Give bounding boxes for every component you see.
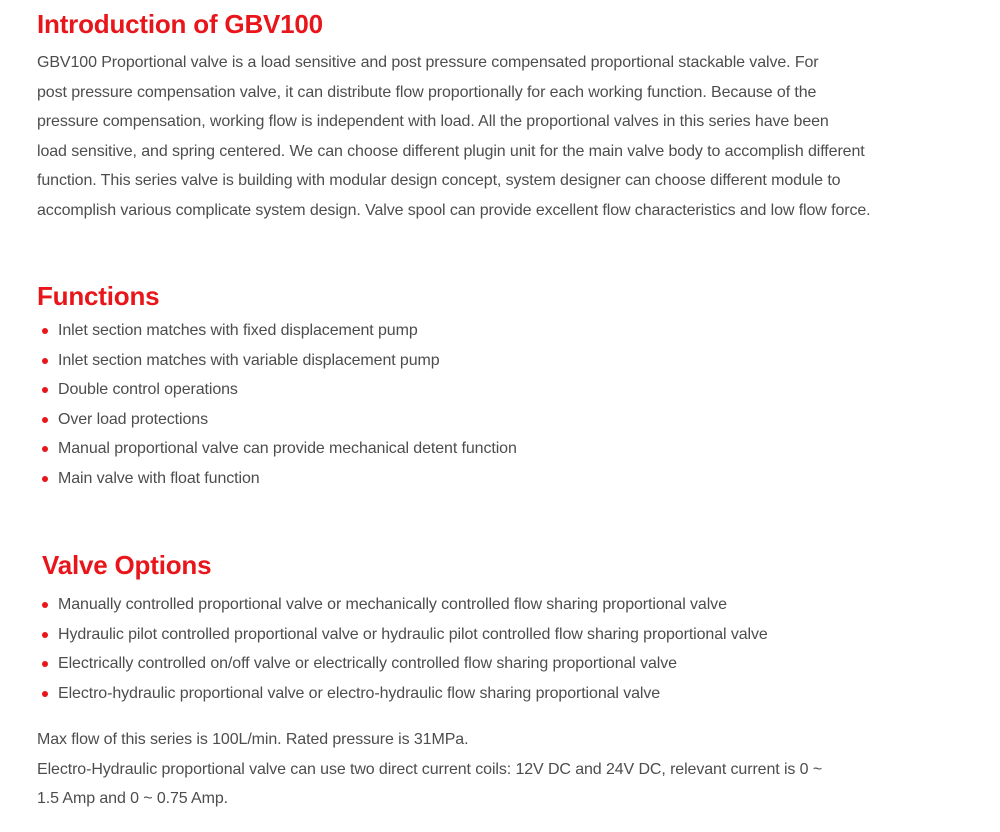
bullet-icon	[42, 358, 48, 364]
bullet-icon	[42, 691, 48, 697]
notes-line: Max flow of this series is 100L/min. Rated pressure is 31MPa.	[37, 731, 469, 748]
bullet-icon	[42, 417, 48, 423]
list-item: Electrically controlled on/off valve or electrically controlled flow sharing proportional valve	[38, 649, 768, 679]
notes-paragraph	[37, 725, 977, 814]
list-item: Inlet section matches with fixed displacement pump	[38, 316, 517, 346]
notes-line: Electro-Hydraulic proportional valve can use two direct current coils: 12V DC and 24V DC, relevant current is 0 ~	[37, 760, 823, 778]
bullet-icon	[42, 632, 48, 638]
functions-title: Functions	[37, 281, 160, 311]
intro-line: post pressure compensation valve, it can distribute flow proportionally for each working function. Because of the	[37, 83, 817, 101]
bullet-icon	[42, 602, 48, 608]
intro-line: pressure compensation, working flow is independent with load. All the proportional valves in this series have been	[37, 113, 829, 130]
intro-line: GBV100 Proportional valve is a load sensitive and post pressure compensated proportional stackable valve. For	[37, 54, 819, 71]
valve-options-title: Valve Options	[42, 550, 212, 580]
list-item: Inlet section matches with variable displacement pump	[38, 346, 517, 376]
list-item: Double control operations	[38, 375, 517, 405]
intro-line: accomplish various complicate system design. Valve spool can provide excellent flow characteristics and low flow force.	[37, 201, 871, 219]
list-item: Over load protections	[38, 405, 517, 435]
functions-list	[38, 316, 517, 493]
intro-line: function. This series valve is building with modular design concept, system designer can choose different module to	[37, 172, 841, 189]
list-item: Electro-hydraulic proportional valve or electro-hydraulic flow sharing proportional valve	[38, 679, 768, 709]
bullet-icon	[42, 328, 48, 334]
list-item: Manually controlled proportional valve or mechanically controlled flow sharing proportional valve	[38, 590, 768, 620]
valve-options-list	[38, 590, 768, 708]
list-item: Main valve with float function	[38, 464, 517, 494]
intro-paragraph	[37, 48, 977, 225]
list-item: Hydraulic pilot controlled proportional valve or hydraulic pilot controlled flow sharing proportional valve	[38, 620, 768, 650]
bullet-icon	[42, 661, 48, 667]
bullet-icon	[42, 446, 48, 452]
intro-line: load sensitive, and spring centered. We can choose different plugin unit for the main valve body to accomplish different	[37, 142, 865, 160]
bullet-icon	[42, 387, 48, 393]
list-item: Manual proportional valve can provide mechanical detent function	[38, 434, 517, 464]
intro-title: Introduction of GBV100	[37, 9, 323, 39]
bullet-icon	[42, 476, 48, 482]
notes-line: 1.5 Amp and 0 ~ 0.75 Amp.	[37, 790, 228, 807]
